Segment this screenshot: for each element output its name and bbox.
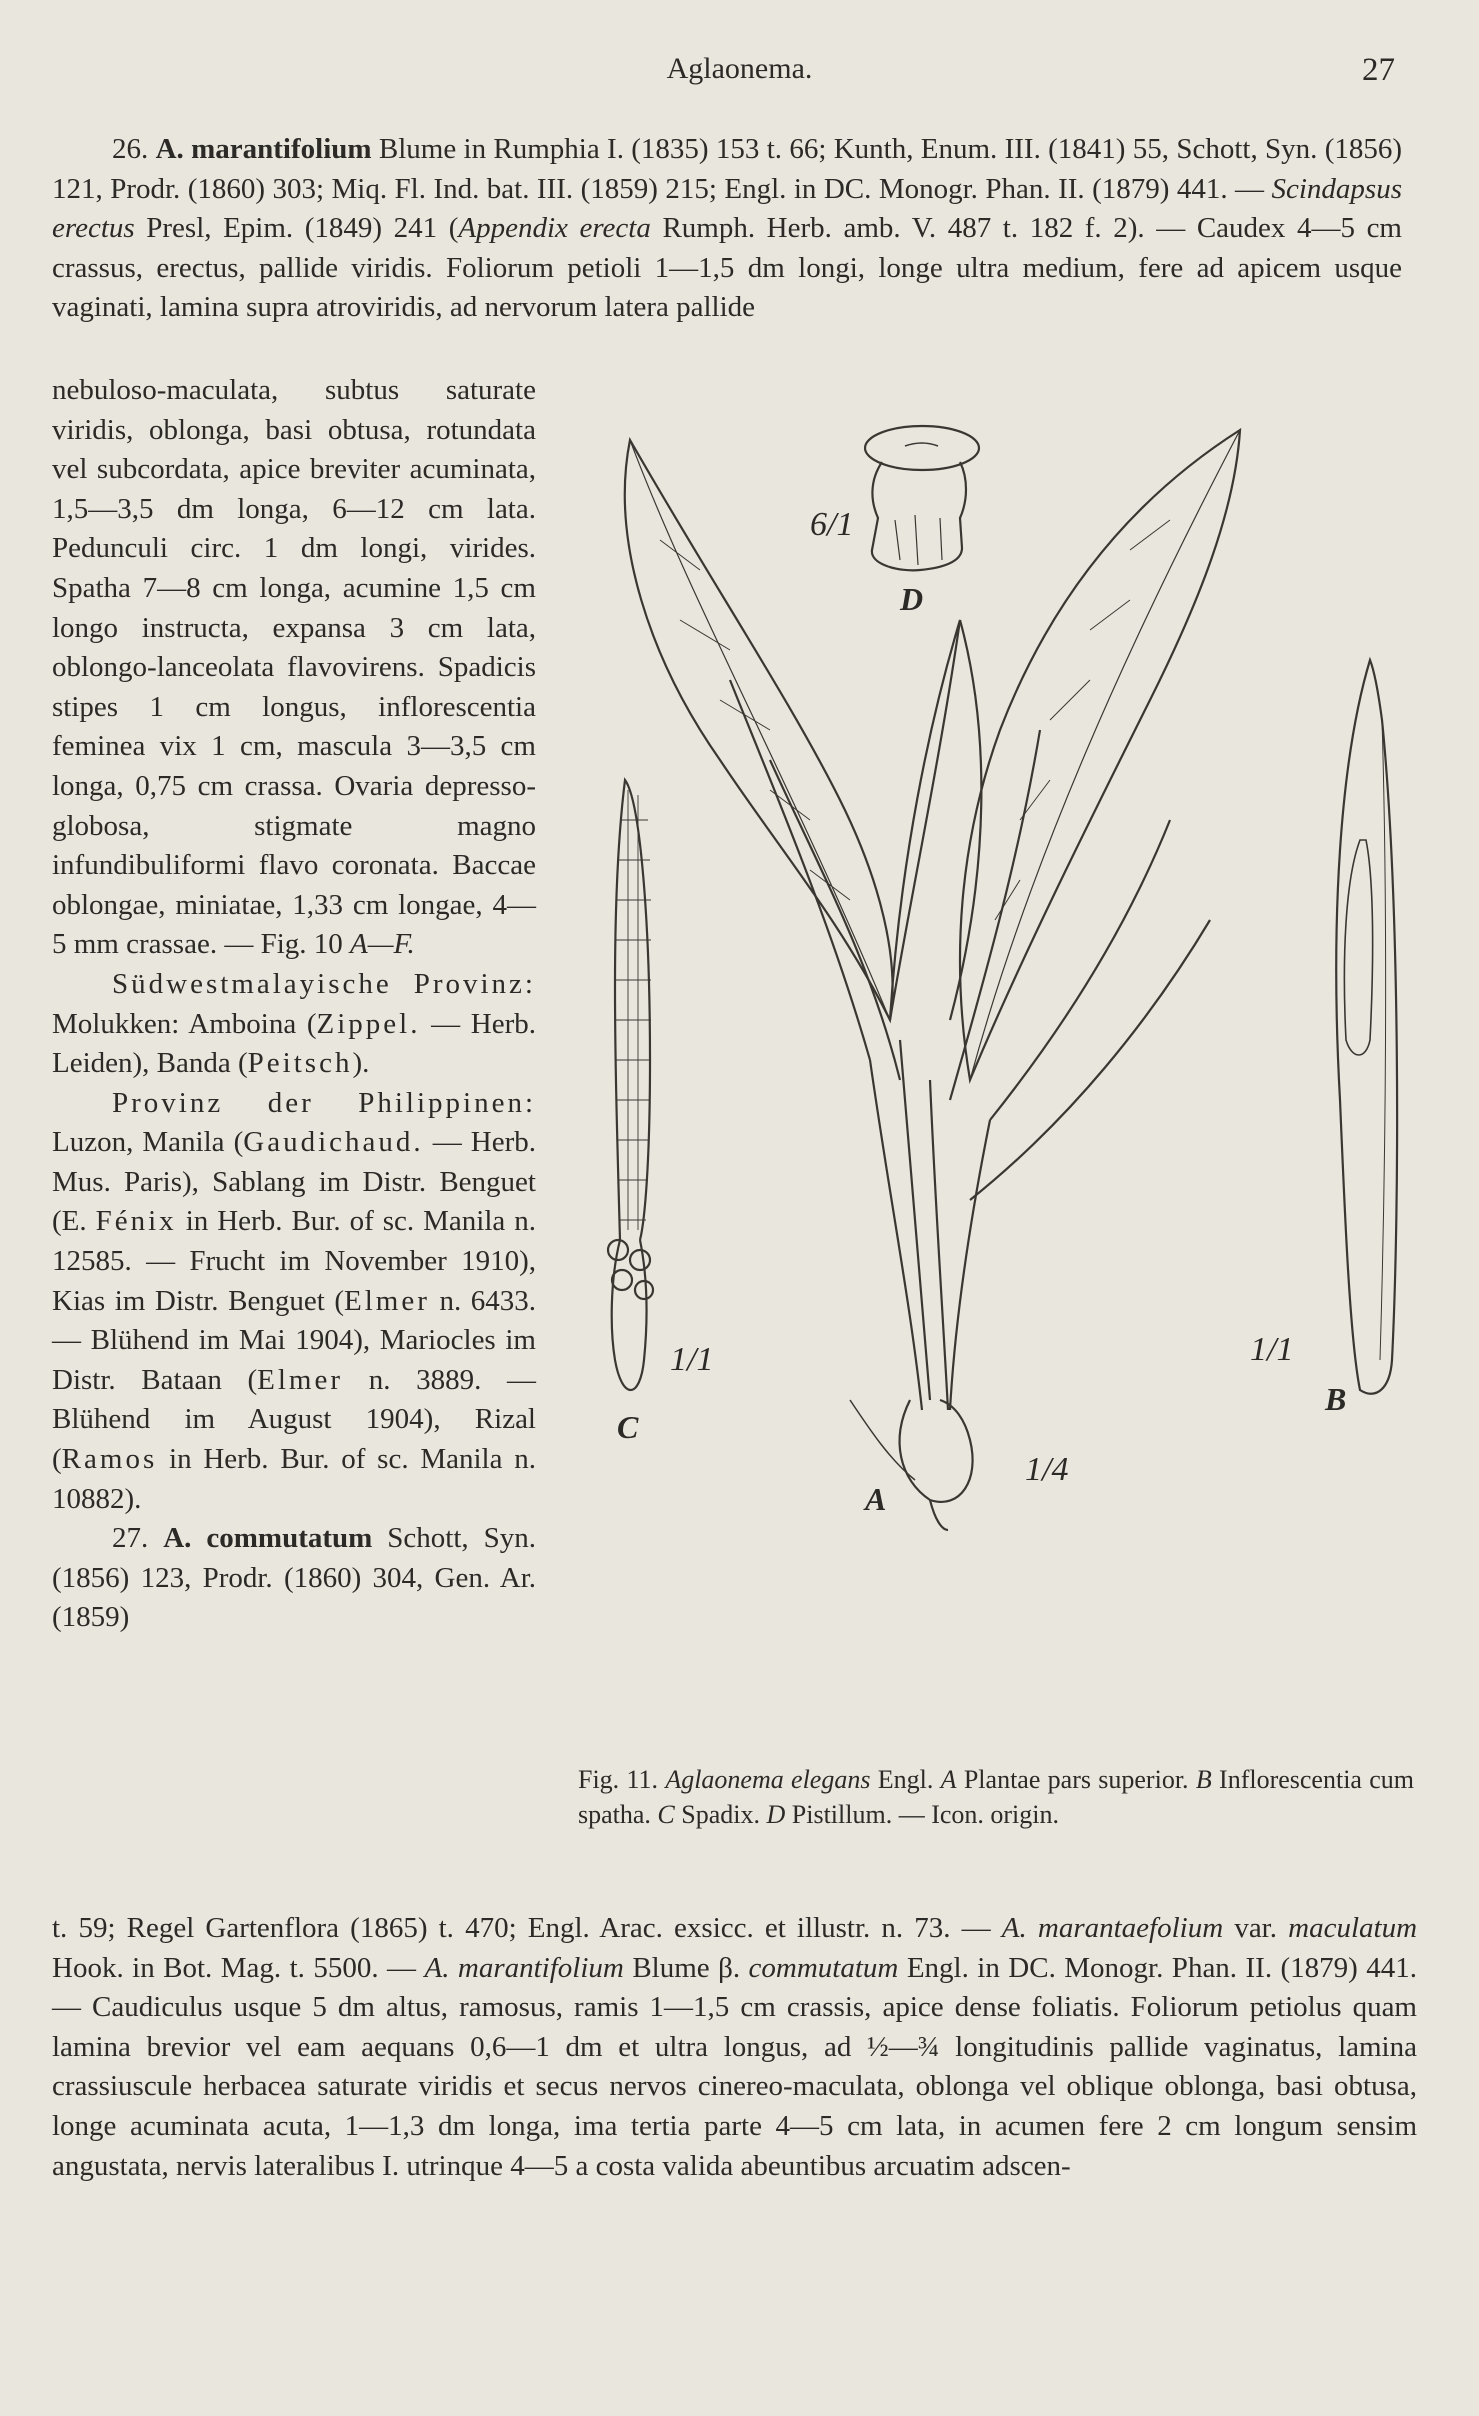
distribution-text: Luzon, Manila (: [52, 1126, 244, 1159]
entry-26-intro: [52, 130, 1402, 328]
figure-11: [570, 400, 1430, 1740]
collector-name: Ramos: [61, 1443, 158, 1476]
caption-author: Engl.: [877, 1765, 934, 1794]
description: nebuloso-maculata, subtus saturate viridis, oblonga, basi obtusa, rotundata vel subcordata, apice breviter acuminata, 1,5—3,5 dm longa, 6—12 cm lata. Pedunculi circ. 1 dm longi, virides. Spatha 7—8 cm longa, acumine 1,5 cm longo instructa, expansa 3 cm lata, oblongo-lanceolata flavovirens. Spadicis stipes 1 cm longus, inflorescentia feminea vix 1 cm, mascula 3—3,5 cm longa, 0,75 cm crassa. Ovaria depresso-globosa, stigmate magno infundibuliformi flavo coronata. Baccae oblongae, miniatae, 1,33 cm longae, 4—5 mm crassae. — Fig. 10: [52, 374, 536, 961]
description: Rumph. Herb. amb. V. 487 t. 182 f. 2). — Caudex 4—5 cm crassus, erectus, pallide viridis. Foliorum petioli 1—1,5 dm longi, longe ultra medium, fere ad apicem usque vaginati, lamina supra atroviridis, ad nervorum latera pallide: [52, 212, 1402, 324]
synonym-ref: Hook. in Bot. Mag. t. 5500. —: [52, 1951, 417, 1984]
citation: Blume in Rumphia I. (1835) 153 t. 66; Kunth, Enum. III. (1841) 55, Schott, Syn. (1856) 121, Prodr. (1860) 303; Miq. Fl. Ind. bat. III. (1859) 215; Engl. in DC. Monogr. Phan. II. (1879) 441. —: [52, 133, 1403, 205]
synonym-connector: var.: [1234, 1912, 1277, 1944]
caption-desc-c: Spadix.: [681, 1800, 760, 1829]
entry-number: 27.: [112, 1522, 149, 1555]
collector-name: Gaudichaud.: [243, 1126, 424, 1159]
distribution-text: Molukken: Amboina (: [52, 1007, 317, 1040]
running-head: [0, 52, 1479, 92]
botanical-illustration: [570, 400, 1430, 1740]
caption-label-a: A: [940, 1765, 957, 1794]
distribution-region: Provinz der Philippinen:: [112, 1086, 536, 1119]
figure-label-c: C: [617, 1409, 639, 1445]
synonym-name: Scindapsus erectus: [52, 172, 1402, 245]
genus-abbr: A.: [155, 133, 184, 165]
genus-abbr: A.: [163, 1522, 192, 1555]
citation: Schott, Syn. (1856) 123, Prodr. (1860) 304, Gen. Ar. (1859): [52, 1522, 536, 1634]
distribution-text: in Herb. Bur. of sc. Manila n. 10882).: [52, 1443, 537, 1515]
caption-label-c: C: [657, 1800, 675, 1829]
collector-name: Elmer: [257, 1363, 344, 1396]
synonym-name: A. marantaefolium: [1001, 1912, 1224, 1944]
entry-27-continuation: [52, 1909, 1417, 2186]
figure-label-a: A: [865, 1481, 887, 1517]
collector-name: Zippel.: [316, 1007, 421, 1040]
figure-caption: [578, 1762, 1414, 1832]
caption-species: Aglaonema elegans: [665, 1765, 871, 1794]
synonym-name: Appendix erecta: [458, 212, 651, 245]
figure-reference: A—F.: [350, 928, 415, 961]
scale-label-c: 1/1: [670, 1341, 714, 1378]
caption-desc-b: Inflorescentia cum spatha.: [578, 1765, 1415, 1829]
distribution-text: ).: [352, 1047, 370, 1080]
caption-desc-a: Plantae pars superior.: [963, 1765, 1189, 1794]
caption-prefix: Fig. 11.: [578, 1765, 659, 1794]
collector-name: Fénix: [95, 1205, 177, 1238]
collector-name: Elmer: [344, 1284, 430, 1317]
page-number: 27: [1362, 52, 1395, 88]
inflorescence-drawing-b: [1336, 660, 1397, 1394]
scale-label-d: 6/1: [810, 506, 854, 543]
species-name: marantifolium: [191, 133, 372, 165]
scale-label-b: 1/1: [1250, 1331, 1294, 1368]
caption-label-b: B: [1195, 1765, 1212, 1794]
narrow-column: [52, 371, 536, 1638]
synonym-name: A. marantifolium: [424, 1951, 624, 1984]
citation: t. 59; Regel Gartenflora (1865) t. 470; Engl. Arac. exsicc. et illustr. n. 73. —: [52, 1912, 991, 1944]
plant-drawing-a: [625, 430, 1240, 1530]
distribution-text: — Herb. Mus. Paris), Sablang im Distr. Benguet (E.: [52, 1126, 536, 1238]
description: Engl. in DC. Monogr. Phan. II. (1879) 441. — Caudiculus usque 5 dm altus, ramosus, ramis 1—1,5 cm crassis, apice dense foliatis. Foliorum petiolus quam lamina brevior vel eam aequans 0,6—1 dm et ultra longus, ad ½—¾ longitudinis pallide vaginatus, lamina crassiuscule herbacea saturate viridis et secus nervos cinereo-maculata, oblonga vel oblique oblonga, basi obtusa, longe acuminata acuta, 1—1,3 dm longa, ima tertia parte 4—5 cm lata, in acumen fere 2 cm longum sensim angustata, nervis lateralibus I. utrinque 4—5 a costa valida abeuntibus arcuatim adscen-: [52, 1951, 1418, 2182]
synonym-variety: commutatum: [748, 1951, 899, 1984]
distribution-text: — Herb. Leiden), Banda (: [52, 1007, 536, 1080]
caption-desc-d: Pistillum. — Icon. origin.: [791, 1800, 1060, 1829]
figure-label-d: D: [900, 581, 924, 617]
synonym-variety: maculatum: [1288, 1912, 1418, 1944]
figure-label-b: B: [1325, 1381, 1347, 1417]
distribution-text: n. 3889. — Blühend im August 1904), Rizal (: [52, 1363, 537, 1476]
running-title: Aglaonema.: [666, 52, 813, 85]
collector-name: Peitsch: [247, 1047, 353, 1080]
spadix-drawing-c: [608, 780, 653, 1390]
species-name: commutatum: [206, 1522, 373, 1555]
pistil-drawing-d: [865, 426, 979, 570]
distribution-text: in Herb. Bur. of sc. Manila n. 12585. — Frucht im November 1910), Kias im Distr. Benguet (: [52, 1205, 537, 1317]
scale-label-a: 1/4: [1025, 1451, 1069, 1488]
caption-label-d: D: [766, 1800, 786, 1829]
entry-number: 26.: [112, 133, 149, 165]
distribution-region: Südwestmalayische Provinz:: [112, 967, 536, 1000]
distribution-text: n. 6433. — Blühend im Mai 1904), Mariocles im Distr. Bataan (: [52, 1284, 537, 1396]
synonym-connector: Blume β.: [632, 1951, 741, 1984]
synonym-ref: Presl, Epim. (1849) 241 (: [146, 212, 459, 245]
